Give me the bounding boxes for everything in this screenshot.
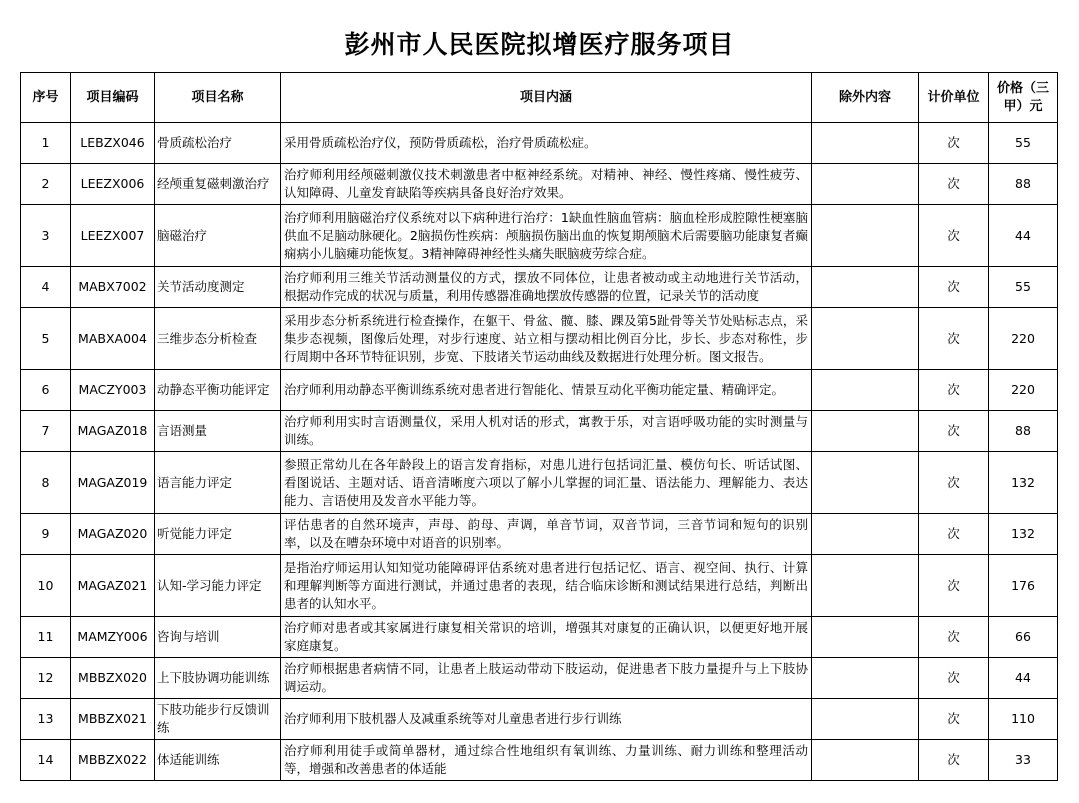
cell-content — [281, 164, 812, 205]
cell-content — [281, 411, 812, 452]
table-row — [21, 740, 1058, 781]
cell-code: LEBZX046 — [71, 123, 155, 164]
cell-exclusions — [812, 658, 919, 699]
cell-index: 13 — [21, 699, 71, 740]
cell-content — [281, 123, 812, 164]
cell-code: MBBZX021 — [71, 699, 155, 740]
cell-content — [281, 452, 812, 514]
content-text: 采用骨质疏松治疗仪，预防骨质疏松，治疗骨质疏松症。 — [284, 135, 597, 150]
cell-exclusions — [812, 370, 919, 411]
service-items-table — [20, 72, 1058, 781]
cell-unit: 次 — [919, 658, 989, 699]
cell-code: MAMZY006 — [71, 617, 155, 658]
table-row — [21, 452, 1058, 514]
content-text: 是指治疗师运用认知知觉功能障碍评估系统对患者进行包括记忆、语言、视空间、执行、计算和理解判断等方面进行测试，并通过患者的表现，结合临床诊断和测试结果进行总结，判断出患者的认知水平。 — [284, 559, 808, 611]
cell-index: 9 — [21, 514, 71, 555]
cell-name: 下肢功能步行反馈训练 — [155, 699, 281, 740]
cell-price: 33 — [989, 740, 1058, 781]
cell-price: 55 — [989, 267, 1058, 308]
cell-code: MAGAZ021 — [71, 555, 155, 617]
cell-unit: 次 — [919, 514, 989, 555]
cell-unit: 次 — [919, 267, 989, 308]
cell-exclusions — [812, 267, 919, 308]
cell-exclusions — [812, 308, 919, 370]
cell-price: 55 — [989, 123, 1058, 164]
table-row — [21, 617, 1058, 658]
cell-price: 44 — [989, 205, 1058, 267]
table-row — [21, 699, 1058, 740]
table-header-row — [21, 73, 1058, 123]
content-text: 治疗师利用实时言语测量仪，采用人机对话的形式，寓教于乐，对言语呼吸功能的实时测量与训练。 — [284, 414, 808, 447]
cell-price: 176 — [989, 555, 1058, 617]
cell-unit: 次 — [919, 699, 989, 740]
table-row — [21, 555, 1058, 617]
cell-name: 脑磁治疗 — [155, 205, 281, 267]
cell-unit: 次 — [919, 555, 989, 617]
cell-price: 66 — [989, 617, 1058, 658]
table-row — [21, 205, 1058, 267]
cell-price: 132 — [989, 514, 1058, 555]
cell-code: LEEZX006 — [71, 164, 155, 205]
cell-index: 5 — [21, 308, 71, 370]
table-row — [21, 267, 1058, 308]
content-text: 参照正常幼儿在各年龄段上的语言发育指标，对患儿进行包括词汇量、模仿句长、听话试图、看图说话、主题对话、语音清晰度六项以了解小儿掌握的词汇量、语法能力、理解能力、表达能力、言语使用及发音水平能力等。 — [284, 456, 808, 508]
cell-unit: 次 — [919, 617, 989, 658]
content-text: 评估患者的自然环境声，声母、韵母、声调，单音节词，双音节词，三音节词和短句的识别率，以及在嘈杂环境中对语音的识别率。 — [284, 517, 808, 550]
cell-index: 11 — [21, 617, 71, 658]
cell-content — [281, 617, 812, 658]
table-row — [21, 164, 1058, 205]
header-name: 项目名称 — [155, 73, 281, 123]
cell-name: 经颅重复磁刺激治疗 — [155, 164, 281, 205]
cell-name: 关节活动度测定 — [155, 267, 281, 308]
cell-content — [281, 658, 812, 699]
cell-name: 三维步态分析检查 — [155, 308, 281, 370]
content-text: 治疗师利用徒手或简单器材，通过综合性地组织有氧训练、力量训练、耐力训练和整理活动等，增强和改善患者的体适能 — [284, 743, 808, 776]
cell-code: MAGAZ018 — [71, 411, 155, 452]
cell-content — [281, 740, 812, 781]
cell-exclusions — [812, 205, 919, 267]
cell-content — [281, 308, 812, 370]
cell-content — [281, 370, 812, 411]
content-text: 治疗师利用脑磁治疗仪系统对以下病种进行治疗：1缺血性脑血管病：脑血栓形成腔隙性梗塞脑供血不足脑动脉硬化。2脑损伤性疾病：颅脑损伤脑出血的恢复期颅脑术后需要脑功能康复者癫痫病小儿脑瘫功能恢复。3精神障碍神经性头痛失眠脑疲劳综合症。 — [284, 209, 808, 261]
cell-exclusions — [812, 452, 919, 514]
cell-price: 88 — [989, 164, 1058, 205]
cell-exclusions — [812, 123, 919, 164]
cell-index: 12 — [21, 658, 71, 699]
cell-name: 骨质疏松治疗 — [155, 123, 281, 164]
cell-name: 上下肢协调功能训练 — [155, 658, 281, 699]
table-row — [21, 123, 1058, 164]
cell-content — [281, 514, 812, 555]
cell-unit: 次 — [919, 370, 989, 411]
cell-index: 1 — [21, 123, 71, 164]
cell-exclusions — [812, 699, 919, 740]
table-row — [21, 514, 1058, 555]
cell-code: LEEZX007 — [71, 205, 155, 267]
cell-exclusions — [812, 740, 919, 781]
cell-unit: 次 — [919, 205, 989, 267]
cell-code: MACZY003 — [71, 370, 155, 411]
header-unit: 计价单位 — [919, 73, 989, 123]
cell-price: 88 — [989, 411, 1058, 452]
cell-unit: 次 — [919, 452, 989, 514]
cell-exclusions — [812, 514, 919, 555]
content-text: 治疗师利用经颅磁刺激仪技术刺激患者中枢神经系统。对精神、神经、慢性疼痛、慢性疲劳、认知障碍、儿童发育缺陷等疾病具备良好治疗效果。 — [284, 167, 808, 200]
cell-price: 220 — [989, 370, 1058, 411]
cell-content — [281, 267, 812, 308]
content-text: 治疗师根据患者病情不同，让患者上肢运动带动下肢运动，促进患者下肢力量提升与上下肢协调运动。 — [284, 661, 808, 694]
cell-exclusions — [812, 411, 919, 452]
cell-code: MABXA004 — [71, 308, 155, 370]
cell-name: 认知-学习能力评定 — [155, 555, 281, 617]
table-row — [21, 411, 1058, 452]
cell-exclusions — [812, 555, 919, 617]
cell-price: 110 — [989, 699, 1058, 740]
content-text: 采用步态分析系统进行检查操作，在躯干、骨盆、髋、膝、踝及第5趾骨等关节处贴标志点，采集步态视频，图像后处理，对步行速度、站立相与摆动相比例百分比，步长、步态对称性，步行周期中各环节特征识别，步宽、下肢诸关节运动曲线及数据进行处理分析。图文报告。 — [284, 312, 808, 364]
cell-unit: 次 — [919, 123, 989, 164]
table-row — [21, 370, 1058, 411]
cell-name: 动静态平衡功能评定 — [155, 370, 281, 411]
table-row — [21, 658, 1058, 699]
cell-exclusions — [812, 617, 919, 658]
header-index: 序号 — [21, 73, 71, 123]
content-text: 治疗师利用下肢机器人及减重系统等对儿童患者进行步行训练 — [284, 711, 622, 726]
cell-code: MAGAZ020 — [71, 514, 155, 555]
cell-price: 220 — [989, 308, 1058, 370]
cell-code: MAGAZ019 — [71, 452, 155, 514]
cell-unit: 次 — [919, 411, 989, 452]
cell-name: 语言能力评定 — [155, 452, 281, 514]
cell-price: 44 — [989, 658, 1058, 699]
cell-index: 2 — [21, 164, 71, 205]
cell-index: 4 — [21, 267, 71, 308]
cell-code: MBBZX020 — [71, 658, 155, 699]
cell-index: 10 — [21, 555, 71, 617]
cell-name: 咨询与培训 — [155, 617, 281, 658]
cell-price: 132 — [989, 452, 1058, 514]
cell-index: 7 — [21, 411, 71, 452]
cell-index: 8 — [21, 452, 71, 514]
page-title: 彭州市人民医院拟增医疗服务项目 — [344, 30, 735, 59]
header-code: 项目编码 — [71, 73, 155, 123]
cell-content — [281, 699, 812, 740]
cell-name: 体适能训练 — [155, 740, 281, 781]
cell-index: 3 — [21, 205, 71, 267]
cell-code: MBBZX022 — [71, 740, 155, 781]
cell-name: 听觉能力评定 — [155, 514, 281, 555]
content-text: 治疗师对患者或其家属进行康复相关常识的培训，增强其对康复的正确认识，以便更好地开展家庭康复。 — [284, 620, 808, 653]
header-exclusions: 除外内容 — [812, 73, 919, 123]
cell-index: 14 — [21, 740, 71, 781]
cell-unit: 次 — [919, 308, 989, 370]
content-text: 治疗师利用三维关节活动测量仪的方式，摆放不同体位，让患者被动或主动地进行关节活动，根据动作完成的状况与质量，利用传感器准确地摆放传感器的位置，记录关节的活动度 — [284, 270, 808, 303]
header-price: 价格（三甲）元 — [989, 73, 1058, 123]
cell-code: MABX7002 — [71, 267, 155, 308]
cell-unit: 次 — [919, 740, 989, 781]
cell-unit: 次 — [919, 164, 989, 205]
cell-content — [281, 555, 812, 617]
cell-content — [281, 205, 812, 267]
cell-exclusions — [812, 164, 919, 205]
table-row — [21, 308, 1058, 370]
content-text: 治疗师利用动静态平衡训练系统对患者进行智能化、情景互动化平衡功能定量、精确评定。 — [284, 382, 785, 397]
cell-index: 6 — [21, 370, 71, 411]
header-content: 项目内涵 — [281, 73, 812, 123]
cell-name: 言语测量 — [155, 411, 281, 452]
